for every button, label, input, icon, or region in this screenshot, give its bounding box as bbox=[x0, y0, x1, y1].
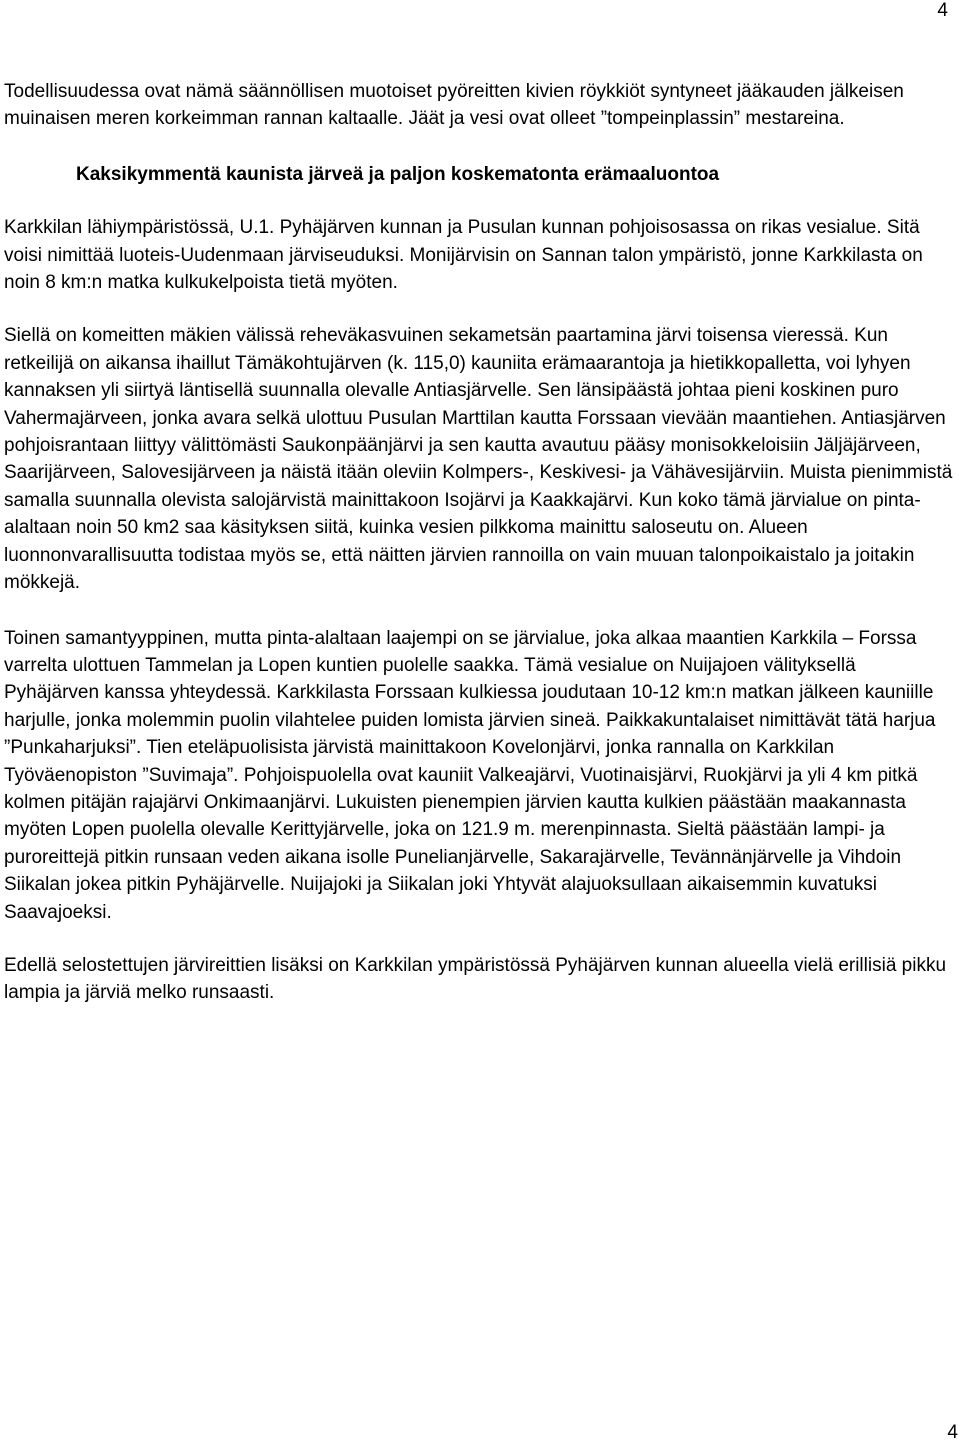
paragraph-closing: Edellä selostettujen järvireittien lisäksi on Karkkilan ympäristössä Pyhäjärven kunnan alueella vielä erillisiä pikku lampia ja järviä melko runsaasti. bbox=[4, 954, 947, 1004]
paragraph-lakes-description: Siellä on komeitten mäkien välissä reheväkasvuinen sekametsän paartamina järvi toisensa vieressä. Kun retkeilijä on aikansa ihaillut Tämäkohtujärven (k. 115,0) kauniita erämaarantoja ja hietikkopalletta, voi lyhyen kannaksen yli siirtyä läntisellä suunnalla olevalle Antiasjärvelle. Sen länsipäästä johtaa pieni koskinen puro Vahermajärveen, jonka avara selkä ulottuu Pusulan Marttilan kautta Forssaan vievään maantiehen. Antiasjärven pohjoisrantaan liittyy välittömästi Saukonpäänjärvi ja sen kautta avautuu pääsy monisokkeloisiin Jäljäjärveen, Saarijärveen, Salovesijärveen ja näistä itään oleviin Kolmpers-, Keskivesi- ja Vähävesijärviin. Muista pienimmistä samalla suunnalla olevista salojärvistä mainittakoon Isojärvi ja Kaakkajärvi. Kun koko tämä järvialue on pinta-alaltaan noin 50 km2 saa käsityksen siitä, kuinka vesien pilkkoma mainittu saloseutu on. Alueen luonnonvarallisuutta todistaa myös se, että näitten järvien rannoilla on vain muuan talonpoikaistalo ja joitakin mökkejä. bbox=[4, 325, 953, 594]
paragraph-intro-nature: Todellisuudessa ovat nämä säännöllisen muotoiset pyöreitten kivien röykkiöt syntyneet jääkauden jälkeisen muinaisen meren korkeimman rannan kaltaalle. Jäät ja vesi ovat olleet ”tompeinplassin” mestareina. bbox=[4, 81, 904, 130]
document-body bbox=[4, 78, 954, 1007]
paragraph-second-area: Toinen samantyyppinen, mutta pinta-alaltaan laajempi on se järvialue, joka alkaa maantien Karkkila – Forssa varrelta ulottuen Tammelan ja Lopen kuntien puolelle saakka. Tämä vesialue on Nuijajoen välityksellä Pyhäjärven kanssa yhteydessä. Karkkilasta Forssaan kulkiessa joudutaan 10-12 km:n matkan jälkeen kauniille harjulle, jonka molemmin puolin vilahtelee puiden lomista järvien sineä. Paikkakuntalaiset nimittävät tätä harjua ”Punkaharjuksi”. Tien eteläpuolisista järvistä mainittakoon Kovelonjärvi, jonka rannalla on Karkkilan Työväenopiston ”Suvimaja”. Pohjoispuolella ovat kauniit Valkeajärvi, Vuotinaisjärvi, Ruokjärvi ja yli 4 km pitkä kolmen pitäjän rajajärvi Onkimaanjärvi. Lukuisten pienempien järvien kautta kulkien päästään maakannasta myöten Lopen puolella olevalle Kerittyjärvelle, joka on 121.9 m. merenpinnasta. Sieltä päästään lampi- ja puroreittejä pitkin runsaan veden aikana isolle Punelianjärvelle, Sakarajärvelle, Tevännänjärvelle ja Vihdoin Siikalan jokea pitkin Pyhäjärvelle. Nuijajoki ja Siikalan joki Yhtyvät alajuoksullaan aikaisemmin kuvatuksi Saavajoeksi. bbox=[4, 627, 936, 923]
paragraph-karkkila-intro: Karkkilan lähiympäristössä, U.1. Pyhäjärven kunnan ja Pusulan kunnan pohjoisosassa on rikas vesialue. Sitä voisi nimittää luoteis-Uudenmaan järviseuduksi. Monijärvisin on Sannan talon ympäristö, jonne Karkkilasta on noin 8 km:n matka kulkukelpoista tietä myöten. bbox=[4, 217, 923, 294]
page-number-top: 4 bbox=[937, 0, 948, 21]
page-number-bottom: 4 bbox=[947, 1422, 958, 1443]
section-heading: Kaksikymmentä kaunista järveä ja paljon koskematonta erämaaluontoa bbox=[76, 163, 720, 185]
